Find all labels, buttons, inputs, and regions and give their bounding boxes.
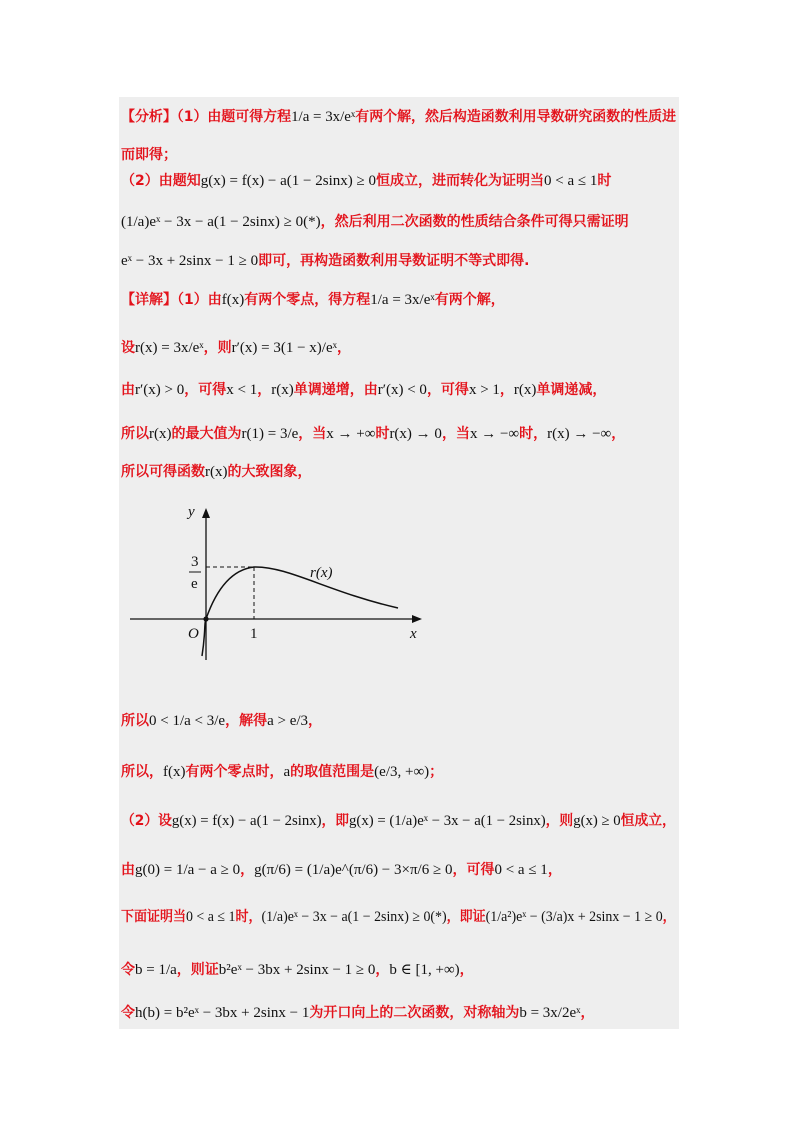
text-line — [121, 252, 529, 270]
text-segment: 有两个零点时， — [185, 764, 284, 780]
y-axis-arrow — [202, 508, 210, 518]
text-line — [121, 108, 676, 126]
text-segment: 下面证明当 — [121, 909, 186, 925]
text-segment: ， — [547, 862, 562, 878]
text-segment: ，即 — [321, 813, 350, 829]
math-expression: b = 3x/2eˣ — [519, 1005, 581, 1021]
text-segment: ，则 — [203, 340, 232, 356]
max-value-numerator: 3 — [191, 554, 199, 570]
math-expression: g(x) = f(x) − a(1 − 2sinx) — [171, 813, 322, 829]
math-expression: r(x) — [205, 464, 228, 480]
text-segment: 时 — [597, 173, 612, 189]
text-line — [121, 712, 322, 730]
math-expression: a > e/3 — [267, 713, 309, 729]
text-segment: ， — [308, 713, 323, 729]
text-segment: ； — [429, 764, 444, 780]
text-segment: 而即得； — [121, 147, 177, 163]
math-expression: r(x) — [149, 426, 172, 442]
text-segment: ， — [662, 909, 676, 925]
text-segment: ，即证 — [446, 909, 486, 925]
text-segment: 有两个解， — [434, 292, 505, 308]
math-expression: r′(x) > 0 — [135, 382, 185, 398]
math-expression: 1/a = 3x/eˣ — [370, 292, 435, 308]
math-expression: g(π/6) = (1/a)e^(π/6) − 3×π/6 ≥ 0 — [254, 862, 453, 878]
x-axis-label: x — [410, 626, 417, 642]
y-axis-label: y — [188, 504, 195, 520]
text-line — [121, 146, 177, 164]
text-segment: ，可得 — [184, 382, 227, 398]
text-segment: 所以， — [121, 764, 163, 780]
text-segment: ， — [240, 862, 255, 878]
math-expression: (1/a)eˣ − 3x − a(1 − 2sinx) ≥ 0(*) — [261, 909, 447, 925]
curve-label: r(x) — [310, 565, 333, 581]
function-graph — [128, 500, 428, 670]
math-expression: r′(x) < 0 — [377, 382, 427, 398]
text-segment: ，可得 — [426, 382, 469, 398]
text-line — [121, 861, 562, 879]
math-expression: x < 1 — [226, 382, 258, 398]
math-expression: r(x) — [513, 382, 537, 398]
text-line — [121, 463, 312, 481]
text-segment: 由 — [121, 862, 135, 878]
math-expression: x → +∞ — [326, 426, 376, 442]
text-segment: ，则 — [545, 813, 574, 829]
text-segment: 恒成立，进而转化为证明当 — [376, 173, 544, 189]
text-segment: 令 — [121, 962, 135, 978]
math-expression: (1/a)eˣ − 3x − a(1 − 2sinx) ≥ 0(*) — [121, 214, 321, 230]
math-expression: r(1) = 3/e — [241, 426, 299, 442]
text-segment: 的大致图象， — [227, 464, 312, 480]
math-expression: a — [283, 764, 291, 780]
math-expression: g(0) = 1/a − a ≥ 0 — [135, 862, 241, 878]
text-segment: 【分析】（1）由题可得方程 — [121, 109, 292, 125]
math-expression: eˣ − 3x + 2sinx − 1 ≥ 0 — [121, 253, 259, 269]
math-expression: r(x) — [271, 382, 294, 398]
text-segment: ， — [611, 426, 626, 442]
text-segment: 有两个零点，得方程 — [244, 292, 371, 308]
text-segment: ，则证 — [176, 962, 219, 978]
math-expression: r′(x) = 3(1 − x)/eˣ — [231, 340, 337, 356]
text-segment: ， — [499, 382, 514, 398]
math-expression: (1/a²)eˣ − (3/a)x + 2sinx − 1 ≥ 0 — [485, 909, 663, 925]
math-expression: b = 1/a — [135, 962, 177, 978]
math-expression: g(x) = (1/a)eˣ − 3x − a(1 − 2sinx) — [349, 813, 546, 829]
math-expression: b²eˣ − 3bx + 2sinx − 1 ≥ 0 — [218, 962, 376, 978]
math-expression: g(x) = f(x) − a(1 − 2sinx) ≥ 0 — [200, 173, 376, 189]
text-segment: 由 — [121, 382, 135, 398]
math-expression: f(x) — [221, 292, 245, 308]
text-segment: 【详解】（1）由 — [121, 292, 222, 308]
text-segment: （2）设 — [121, 813, 172, 829]
math-expression: x → −∞ — [469, 426, 520, 442]
math-expression: 0 < a ≤ 1 — [185, 909, 236, 925]
text-segment: 单调递减， — [536, 382, 607, 398]
text-segment: ，可得 — [452, 862, 495, 878]
text-segment: 令 — [121, 1005, 135, 1021]
text-line — [121, 172, 611, 190]
text-line — [121, 1004, 594, 1022]
text-line — [121, 381, 606, 399]
max-value-denominator: e — [191, 576, 198, 592]
text-line — [121, 291, 505, 309]
text-segment: ， — [257, 382, 272, 398]
origin-label: O — [188, 626, 199, 642]
math-expression: f(x) — [163, 764, 186, 780]
text-line — [121, 425, 625, 443]
math-expression: g(x) ≥ 0 — [573, 813, 621, 829]
math-expression: (e/3, +∞) — [374, 764, 430, 780]
text-segment: 时， — [235, 909, 262, 925]
math-expression: r(x) = 3x/eˣ — [135, 340, 204, 356]
text-segment: ， — [459, 962, 474, 978]
math-expression: r(x) → 0 — [389, 426, 442, 442]
text-line — [121, 763, 443, 781]
text-segment: 单调递增，由 — [293, 382, 378, 398]
text-segment: 有两个解，然后构造函数利用导数研究函数的性质进 — [355, 109, 676, 125]
origin-point — [203, 616, 208, 621]
curve-r — [202, 567, 398, 656]
text-segment: 恒成立， — [620, 813, 676, 829]
text-segment: 时， — [519, 426, 548, 442]
math-expression: b ∈ [1, +∞) — [389, 962, 460, 978]
text-segment: 为开口向上的二次函数，对称轴为 — [309, 1005, 520, 1021]
text-line — [121, 812, 676, 830]
math-expression: 0 < a ≤ 1 — [544, 173, 598, 189]
math-expression: 0 < a ≤ 1 — [494, 862, 548, 878]
text-segment: 的最大值为 — [171, 426, 242, 442]
math-expression: 0 < 1/a < 3/e — [149, 713, 226, 729]
math-expression: x > 1 — [468, 382, 500, 398]
text-segment: ，然后利用二次函数的性质结合条件可得只需证明 — [320, 214, 629, 230]
text-segment: 的取值范围是 — [290, 764, 375, 780]
x-tick-label: 1 — [250, 626, 258, 642]
text-line — [121, 908, 676, 926]
text-segment: 所以 — [121, 426, 149, 442]
text-line — [121, 213, 629, 231]
text-segment: 时 — [375, 426, 390, 442]
math-expression: 1/a = 3x/eˣ — [291, 109, 356, 125]
text-segment: 即可，再构造函数利用导数证明不等式即得. — [258, 253, 530, 269]
text-line — [121, 339, 351, 357]
text-segment: ， — [375, 962, 390, 978]
text-segment: 所以可得函数 — [121, 464, 205, 480]
text-segment: ，当 — [441, 426, 470, 442]
text-segment: 设 — [121, 340, 135, 356]
text-segment: ，当 — [298, 426, 327, 442]
math-expression: h(b) = b²eˣ − 3bx + 2sinx − 1 — [135, 1005, 310, 1021]
text-segment: ， — [580, 1005, 595, 1021]
math-expression: r(x) → −∞ — [547, 426, 612, 442]
text-segment: ，解得 — [225, 713, 268, 729]
text-line — [121, 961, 474, 979]
text-segment: 所以 — [121, 713, 149, 729]
text-segment: （2）由题知 — [121, 173, 201, 189]
x-axis-arrow — [412, 615, 422, 623]
text-segment: ， — [336, 340, 351, 356]
